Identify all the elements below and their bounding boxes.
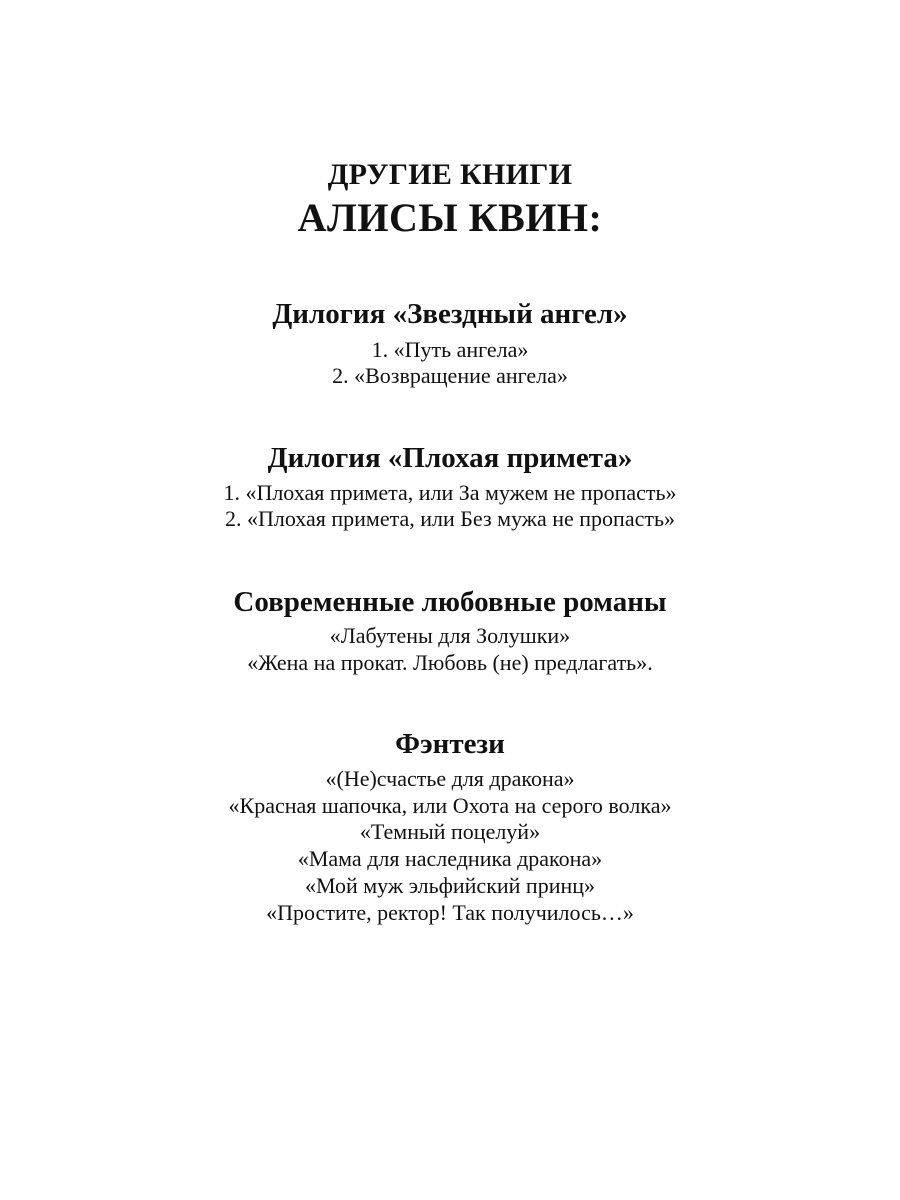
book-item: «Мама для наследника дракона»	[297, 846, 603, 871]
book-item: 1. «Плохая примета, или За мужем не пропасть»	[223, 480, 677, 505]
book-item: «Красная шапочка, или Охота на серого волка»	[228, 793, 672, 818]
book-item: 2. «Возвращение ангела»	[332, 363, 568, 388]
book-item: «Мой муж эльфийский принц»	[304, 873, 596, 898]
section-heading: Дилогия «Звездный ангел»	[272, 298, 628, 330]
book-item: «(Не)счастье для дракона»	[325, 766, 575, 791]
book-item: «Жена на прокат. Любовь (не) предлагать».	[247, 650, 653, 675]
section-heading: Дилогия «Плохая примета»	[267, 442, 633, 474]
section-heading: Современные любовные романы	[233, 586, 667, 618]
section-heading: Фэнтези	[395, 728, 505, 760]
book-item: 2. «Плохая примета, или Без мужа не пропасть»	[224, 506, 676, 531]
book-item: «Простите, ректор! Так получилось…»	[266, 900, 634, 925]
book-item: «Темный поцелуй»	[359, 819, 541, 844]
page-title-line-1: ДРУГИЕ КНИГИ	[327, 158, 573, 191]
book-item: 1. «Путь ангела»	[371, 337, 529, 362]
book-item: «Лабутены для Золушки»	[329, 623, 571, 648]
page-title-line-2: АЛИСЫ КВИН:	[297, 195, 603, 240]
